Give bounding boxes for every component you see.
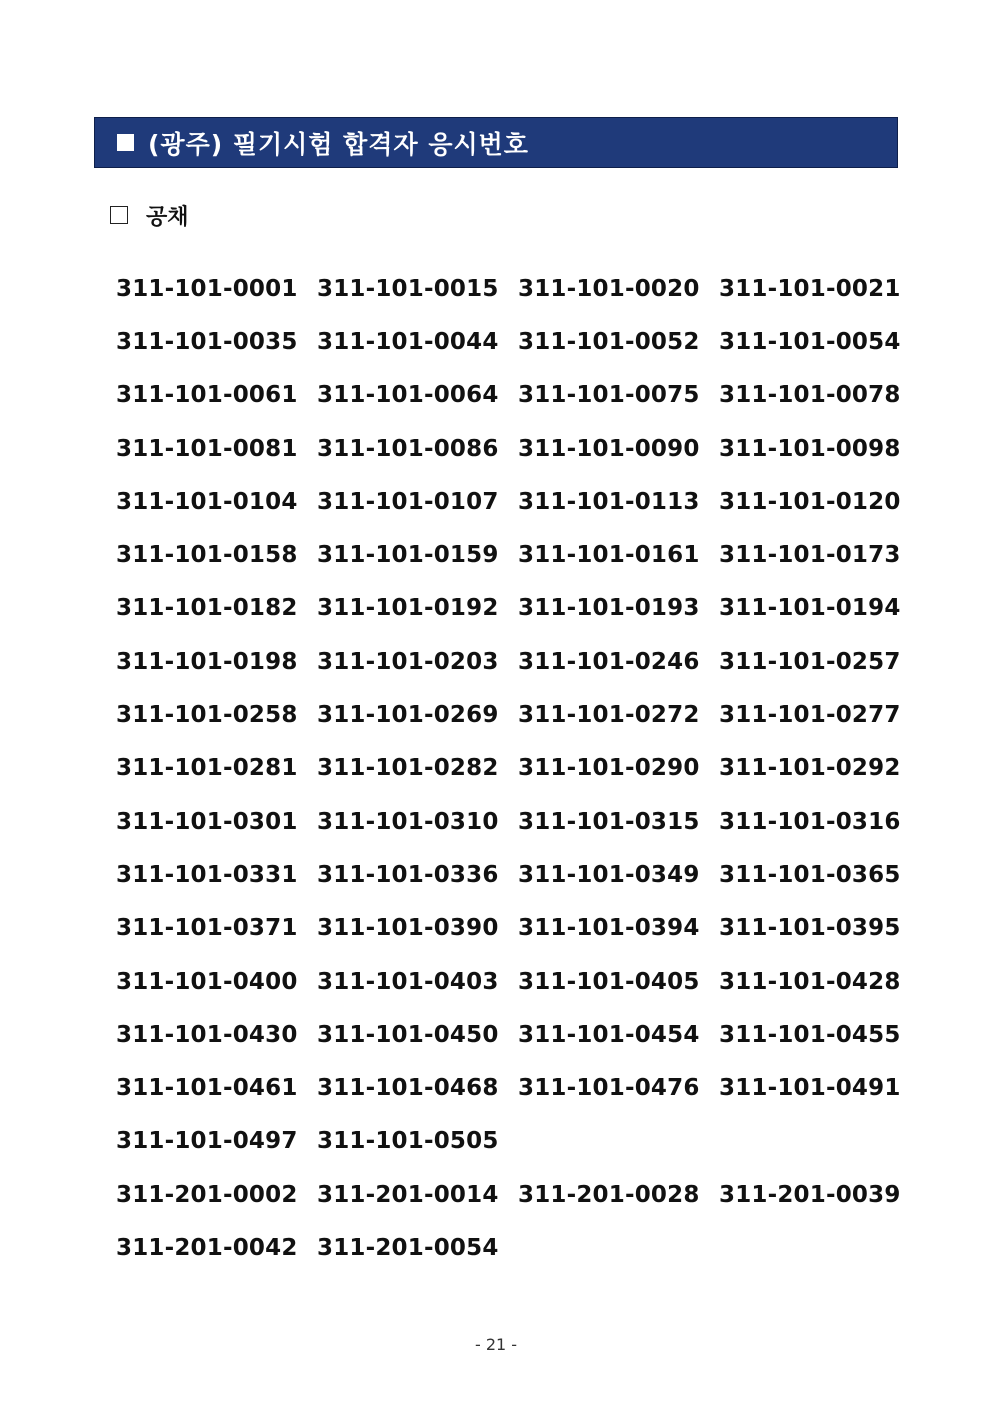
candidate-number: 311-101-0120 [719,488,901,515]
candidate-number: 311-101-0461 [116,1075,298,1102]
candidate-number: 311-101-0113 [518,488,700,515]
candidate-number: 311-101-0081 [116,435,298,462]
candidate-number: 311-201-0039 [719,1181,901,1208]
candidate-number: 311-101-0450 [317,1021,499,1048]
candidate-number: 311-101-0505 [317,1128,499,1155]
candidate-number: 311-201-0028 [518,1181,700,1208]
candidate-number-list [116,262,920,1275]
candidate-number: 311-101-0428 [719,968,901,995]
candidate-number: 311-101-0193 [518,595,700,622]
candidate-number: 311-101-0455 [719,1021,901,1048]
table-row [116,369,920,422]
candidate-number: 311-101-0257 [719,648,901,675]
candidate-number: 311-101-0173 [719,542,901,569]
candidate-number: 311-101-0159 [317,542,499,569]
table-row [116,1115,920,1168]
candidate-number: 311-201-0002 [116,1181,298,1208]
candidate-number: 311-101-0158 [116,542,298,569]
candidate-number: 311-101-0390 [317,915,499,942]
candidate-number: 311-101-0021 [719,275,901,302]
candidate-number: 311-101-0395 [719,915,901,942]
candidate-number: 311-101-0405 [518,968,700,995]
candidate-number: 311-101-0371 [116,915,298,942]
table-row [116,795,920,848]
candidate-number: 311-101-0054 [719,328,901,355]
candidate-number: 311-101-0497 [116,1128,298,1155]
candidate-number: 311-101-0078 [719,382,901,409]
section-title-bar [94,117,898,168]
candidate-number: 311-101-0075 [518,382,700,409]
candidate-number: 311-101-0246 [518,648,700,675]
table-row [116,1221,920,1274]
candidate-number: 311-101-0282 [317,755,499,782]
candidate-number: 311-101-0198 [116,648,298,675]
candidate-number: 311-101-0331 [116,861,298,888]
table-row [116,1061,920,1114]
candidate-number: 311-101-0365 [719,861,901,888]
table-row [116,742,920,795]
table-row [116,635,920,688]
candidate-number: 311-101-0394 [518,915,700,942]
candidate-number: 311-101-0310 [317,808,499,835]
candidate-number: 311-101-0468 [317,1075,499,1102]
table-row [116,955,920,1008]
candidate-number: 311-101-0277 [719,702,901,729]
candidate-number: 311-101-0194 [719,595,901,622]
filled-square-icon [117,134,134,151]
candidate-number: 311-201-0042 [116,1234,298,1261]
table-row [116,688,920,741]
page-number: - 21 - [474,1335,518,1354]
candidate-number: 311-101-0269 [317,702,499,729]
candidate-number: 311-101-0020 [518,275,700,302]
candidate-number: 311-101-0476 [518,1075,700,1102]
table-row [116,262,920,315]
candidate-number: 311-101-0290 [518,755,700,782]
candidate-number: 311-101-0491 [719,1075,901,1102]
candidate-number: 311-101-0349 [518,861,700,888]
candidate-number: 311-101-0001 [116,275,298,302]
candidate-number: 311-101-0044 [317,328,499,355]
candidate-number: 311-101-0107 [317,488,499,515]
candidate-number: 311-101-0292 [719,755,901,782]
table-row [116,422,920,475]
table-row [116,1168,920,1221]
candidate-number: 311-201-0054 [317,1234,499,1261]
candidate-number: 311-101-0161 [518,542,700,569]
candidate-number: 311-101-0098 [719,435,901,462]
candidate-number: 311-101-0430 [116,1021,298,1048]
candidate-number: 311-101-0086 [317,435,499,462]
candidate-number: 311-101-0090 [518,435,700,462]
candidate-number: 311-101-0281 [116,755,298,782]
candidate-number: 311-201-0014 [317,1181,499,1208]
table-row [116,582,920,635]
table-row [116,848,920,901]
page-title: (광주) 필기시험 합격자 응시번호 [148,129,529,159]
candidate-number: 311-101-0015 [317,275,499,302]
table-row [116,528,920,581]
candidate-number: 311-101-0064 [317,382,499,409]
section-heading [110,200,189,230]
candidate-number: 311-101-0272 [518,702,700,729]
table-row [116,315,920,368]
table-row [116,475,920,528]
table-row [116,902,920,955]
candidate-number: 311-101-0203 [317,648,499,675]
candidate-number: 311-101-0403 [317,968,499,995]
candidate-number: 311-101-0061 [116,382,298,409]
candidate-number: 311-101-0315 [518,808,700,835]
candidate-number: 311-101-0182 [116,595,298,622]
candidate-number: 311-101-0258 [116,702,298,729]
candidate-number: 311-101-0400 [116,968,298,995]
candidate-number: 311-101-0052 [518,328,700,355]
candidate-number: 311-101-0104 [116,488,298,515]
empty-square-icon [110,206,128,224]
candidate-number: 311-101-0336 [317,861,499,888]
section-label: 공채 [146,204,189,230]
candidate-number: 311-101-0316 [719,808,901,835]
candidate-number: 311-101-0035 [116,328,298,355]
table-row [116,1008,920,1061]
candidate-number: 311-101-0301 [116,808,298,835]
candidate-number: 311-101-0192 [317,595,499,622]
candidate-number: 311-101-0454 [518,1021,700,1048]
